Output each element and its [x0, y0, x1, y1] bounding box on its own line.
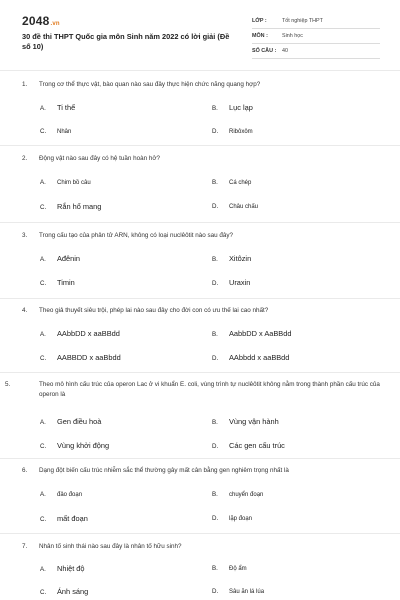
option-letter: D.: [212, 443, 219, 450]
question-number: 1.: [22, 81, 28, 88]
option-text: Xitôzin: [229, 254, 252, 263]
option-letter: C.: [40, 128, 47, 135]
meta-label: SỐ CÂU :: [252, 48, 277, 54]
option-letter: A.: [40, 179, 46, 186]
option-c[interactable]: [40, 587, 88, 596]
option-d[interactable]: [212, 588, 264, 595]
question-number: 7.: [22, 543, 28, 550]
logo-sub: .vn: [50, 21, 60, 27]
option-b[interactable]: [212, 329, 291, 338]
meta-value: Sinh học: [282, 33, 303, 39]
option-letter: D.: [212, 588, 219, 595]
option-text: Timin: [57, 278, 75, 287]
divider: [0, 70, 400, 71]
option-c[interactable]: [40, 441, 109, 450]
option-text: Các gen cấu trúc: [229, 441, 285, 450]
option-letter: A.: [40, 256, 46, 263]
option-text: AAbbDD x aaBBdd: [57, 329, 120, 338]
option-letter: C.: [40, 443, 47, 450]
meta-value: Tốt nghiệp THPT: [282, 18, 323, 24]
page-header: [0, 0, 400, 62]
meta-label: MÔN :: [252, 33, 268, 39]
option-text: Nhân: [57, 129, 72, 135]
option-d[interactable]: [212, 353, 289, 362]
option-b[interactable]: [212, 254, 251, 263]
question-stem: Trong cấu tạo của phân tử ARN, không có loại nuclêôtit nào sau đây?: [39, 232, 234, 239]
meta-value: 40: [282, 48, 288, 54]
question-stem: Trong cơ thể thực vật, bào quan nào sau đây thực hiện chức năng quang hợp?: [39, 81, 261, 88]
option-text: Ti thể: [57, 103, 76, 112]
option-b[interactable]: [212, 103, 253, 112]
option-text: Ánh sáng: [57, 587, 89, 596]
meta-row-count: [252, 44, 380, 59]
option-c[interactable]: [40, 128, 71, 135]
option-letter: A.: [40, 491, 46, 498]
logo-main: 2048: [22, 14, 50, 28]
option-text: đảo đoạn: [57, 492, 83, 498]
option-text: AAbbdd x aaBBdd: [229, 353, 290, 362]
option-text: mất đoạn: [57, 514, 88, 523]
option-letter: A.: [40, 105, 46, 112]
meta-row-subject: [252, 29, 380, 44]
option-letter: C.: [40, 355, 47, 362]
option-a[interactable]: [40, 564, 85, 573]
question-stem: Nhân tố sinh thái nào sau đây là nhân tố hữu sinh?: [39, 543, 182, 550]
option-a[interactable]: [40, 417, 101, 426]
option-letter: D.: [212, 128, 219, 135]
option-text: Lục lạp: [229, 103, 253, 112]
option-b[interactable]: [212, 565, 247, 572]
option-letter: D.: [212, 280, 219, 287]
divider: [0, 458, 400, 459]
option-letter: A.: [40, 566, 46, 573]
question-number: 3.: [22, 232, 28, 239]
option-letter: B.: [212, 105, 218, 112]
option-b[interactable]: [212, 491, 263, 498]
question-stem: Theo giả thuyết siêu trội, phép lai nào sau đây cho đời con có ưu thế lai cao nhất?: [39, 307, 269, 314]
option-c[interactable]: [40, 202, 101, 211]
option-letter: C.: [40, 589, 47, 596]
question-text: [22, 542, 372, 552]
option-letter: C.: [40, 280, 47, 287]
meta-label: LỚP :: [252, 18, 267, 24]
option-b[interactable]: [212, 179, 251, 186]
divider: [0, 145, 400, 146]
option-letter: A.: [40, 331, 46, 338]
option-letter: C.: [40, 516, 47, 523]
option-text: Ađênin: [57, 254, 81, 263]
option-letter: B.: [212, 256, 218, 263]
question-text: [22, 154, 372, 164]
question-number: 4.: [22, 307, 28, 314]
option-text: AabbDD x AaBBdd: [229, 329, 292, 338]
option-letter: B.: [212, 491, 218, 498]
option-letter: B.: [212, 331, 218, 338]
option-text: Nhiệt độ: [57, 564, 85, 573]
option-text: Uraxin: [229, 278, 251, 287]
option-text: Châu chấu: [229, 204, 259, 210]
option-letter: B.: [212, 419, 218, 426]
option-text: Chim bồ câu: [57, 180, 91, 186]
option-text: Vùng vận hành: [229, 417, 279, 426]
question-number: 5.: [5, 381, 11, 388]
question-number: 2.: [22, 155, 28, 162]
option-text: Cá chép: [229, 180, 252, 186]
question-stem: Theo mô hình cấu trúc của operon Lac ở vi khuẩn E. coli, vùng trình tự nuclêôtit không nằm trong thành phần cấu trúc của operon là: [39, 381, 380, 398]
divider: [0, 298, 400, 299]
option-letter: D.: [212, 203, 219, 210]
document-title: 30 đề thi THPT Quốc gia môn Sinh năm 2022 có lời giải (Đề số 10): [22, 32, 230, 51]
option-a[interactable]: [40, 179, 91, 186]
meta-table: [252, 14, 380, 59]
option-b[interactable]: [212, 417, 279, 426]
divider: [0, 372, 400, 373]
option-a[interactable]: [40, 103, 75, 112]
option-letter: D.: [212, 515, 219, 522]
option-letter: B.: [212, 179, 218, 186]
question-number: 6.: [22, 467, 28, 474]
question-stem: Động vật nào sau đây có hệ tuần hoàn hở?: [39, 155, 161, 162]
option-text: Rắn hổ mang: [57, 202, 102, 211]
option-text: Gen điều hoà: [57, 417, 102, 426]
site-logo[interactable]: [22, 14, 60, 28]
question-stem: Dạng đột biến cấu trúc nhiễm sắc thể thường gây mất cân bằng gen nghiêm trọng nhất là: [39, 467, 289, 474]
option-text: Vùng khởi động: [57, 441, 110, 450]
meta-row-class: [252, 14, 380, 29]
option-letter: B.: [212, 565, 218, 572]
option-letter: D.: [212, 355, 219, 362]
question-text: [22, 306, 372, 316]
option-d[interactable]: [212, 441, 285, 450]
option-a[interactable]: [40, 491, 82, 498]
option-text: lặp đoạn: [229, 516, 253, 522]
option-text: AABBDD x aaBbdd: [57, 353, 121, 362]
option-a[interactable]: [40, 329, 120, 338]
option-c[interactable]: [40, 353, 121, 362]
option-text: Ribôxôm: [229, 129, 253, 135]
question-text: [22, 231, 372, 241]
option-letter: C.: [40, 204, 47, 211]
option-d[interactable]: [212, 203, 258, 210]
divider: [0, 533, 400, 534]
option-a[interactable]: [40, 254, 80, 263]
option-c[interactable]: [40, 514, 88, 523]
question-text: [22, 466, 372, 476]
option-c[interactable]: [40, 278, 75, 287]
question-text: [5, 380, 389, 400]
option-d[interactable]: [212, 128, 253, 135]
option-text: Độ ẩm: [229, 566, 247, 572]
option-text: Sâu ăn lá lúa: [229, 589, 265, 595]
option-letter: A.: [40, 419, 46, 426]
option-d[interactable]: [212, 278, 250, 287]
question-text: [22, 80, 372, 90]
divider: [0, 222, 400, 223]
option-d[interactable]: [212, 515, 252, 522]
option-text: chuyển đoạn: [229, 492, 264, 498]
